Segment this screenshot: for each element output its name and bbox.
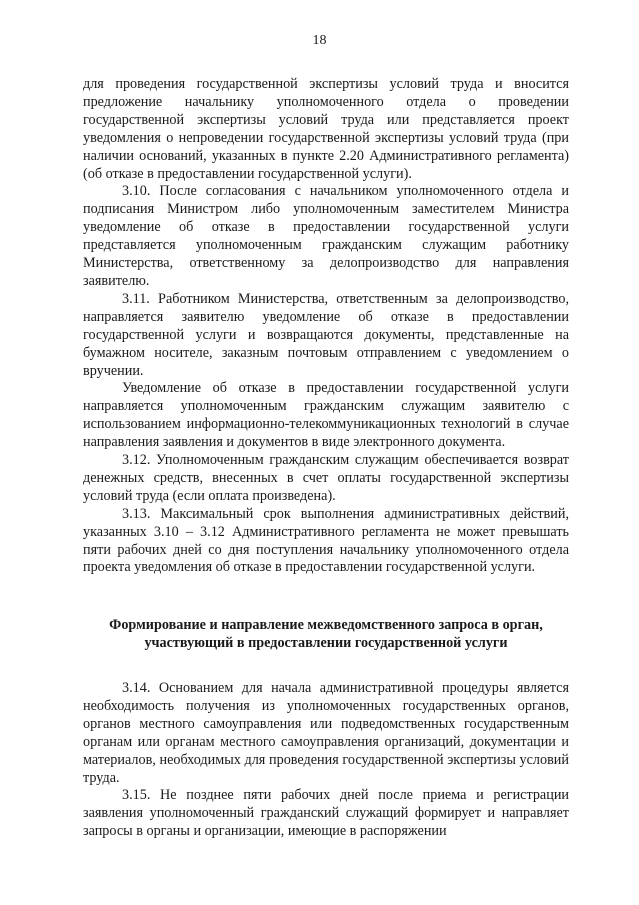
paragraph-3-10: 3.10. После согласования с начальником уполномоченного отдела и подписания Министром либо уполномоченным заместителем Министра уведомление об отказе в предоставлении государственной услуги представляется уполномоченным гражданским служащим работнику Министерства, ответственному за делопроизводство для направления заявителю.: [83, 183, 569, 289]
paragraph-3-14: 3.14. Основанием для начала административной процедуры является необходимость получения из уполномоченных государственных органов, органов местного самоуправления или подведомственных государственным органам или органам местного самоуправления организаций, документации и материалов, необходимых для проведения государственной экспертизы условий труда.: [83, 680, 569, 786]
page-number: 18: [312, 33, 327, 48]
paragraph-continuation: для проведения государственной экспертизы условий труда и вносится предложение начальнику уполномоченного отдела о проведении государственной экспертизы условий труда или представляется проект уведомления о непроведении государственной экспертизы условий труда (при наличии оснований, указанных в пункте 2.20 Административного регламента) (об отказе в предоставлении государственной услуги).: [83, 76, 569, 182]
section-heading: Формирование и направление межведомственного запроса в орган, участвующий в предоставлении государственной услуги: [109, 617, 543, 651]
body-text-bottom: [83, 680, 569, 841]
paragraph-electronic-notice: Уведомление об отказе в предоставлении государственной услуги направляется уполномоченным гражданским служащим заявителю с использованием информационно-телекоммуникационных технологий в случае направления заявления и документов в виде электронного документа.: [83, 380, 569, 451]
paragraph-3-11: 3.11. Работником Министерства, ответственным за делопроизводство, направляется заявителю уведомление об отказе в предоставлении государственной услуги и возвращаются документы, представленные на бумажном носителе, заказным почтовым отправлением с уведомлением о вручении.: [83, 290, 569, 379]
paragraph-3-15: 3.15. Не позднее пяти рабочих дней после приема и регистрации заявления уполномоченный гражданский служащий формирует и направляет запросы в органы и организации, имеющие в распоряжении: [83, 787, 569, 840]
paragraph-3-12: 3.12. Уполномоченным гражданским служащим обеспечивается возврат денежных средств, внесенных в счет оплаты государственной экспертизы условий труда (если оплата произведена).: [83, 452, 569, 504]
paragraph-3-13: 3.13. Максимальный срок выполнения административных действий, указанных 3.10 – 3.12 Административного регламента не может превышать пяти рабочих дней со дня поступления начальнику уполномоченного отдела проекта уведомления об отказе в предоставлении государственной услуги.: [83, 505, 569, 576]
body-text-top: [83, 76, 569, 577]
